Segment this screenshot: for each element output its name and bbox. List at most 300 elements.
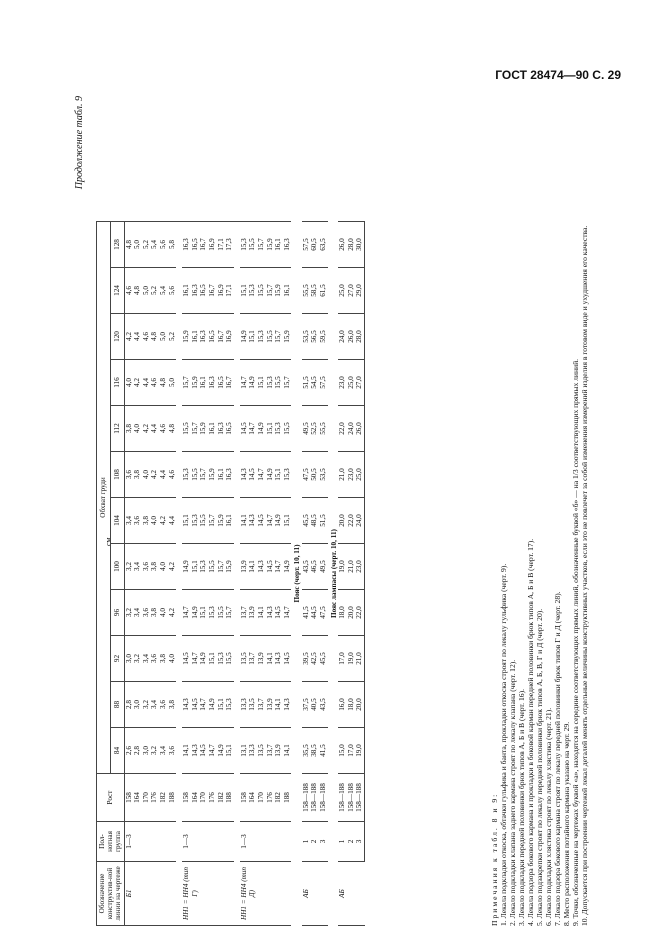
value-cell: 13,3 xyxy=(240,682,249,728)
line-code-cell: НН1 = НН4 (тип Г) xyxy=(182,862,234,926)
value-cell: 14,9 xyxy=(257,406,266,452)
value-cell: 3,8 xyxy=(142,498,151,544)
value-cell: 15,1 xyxy=(240,268,249,314)
value-cell: 43,5 xyxy=(319,682,328,728)
standard-number: ГОСТ 28474—90 С. 29 xyxy=(495,68,621,82)
table-row xyxy=(225,222,234,926)
rost-cell: 164 xyxy=(248,774,257,822)
value-cell: 15,9 xyxy=(266,222,275,268)
value-cell: 14,7 xyxy=(248,406,257,452)
value-cell: 15,3 xyxy=(283,452,292,498)
section-title-row xyxy=(291,222,302,926)
value-cell: 60,5 xyxy=(310,222,319,268)
value-cell: 15,1 xyxy=(248,314,257,360)
rost-cell: 164 xyxy=(191,774,200,822)
value-cell: 14,5 xyxy=(248,452,257,498)
rost-cell: 182 xyxy=(159,774,168,822)
value-cell: 2,8 xyxy=(124,682,133,728)
value-cell: 14,5 xyxy=(182,636,191,682)
value-cell: 47,5 xyxy=(302,452,311,498)
value-cell: 4,4 xyxy=(150,406,159,452)
value-cell: 16,5 xyxy=(191,222,200,268)
value-cell: 14,7 xyxy=(208,728,217,774)
table-row xyxy=(248,222,257,926)
value-cell: 14,9 xyxy=(208,682,217,728)
value-cell: 14,7 xyxy=(191,636,200,682)
value-cell: 20,0 xyxy=(355,682,364,728)
value-cell: 16,5 xyxy=(199,268,208,314)
value-cell: 3,0 xyxy=(142,728,151,774)
value-cell: 15,5 xyxy=(199,498,208,544)
table-row xyxy=(124,222,133,926)
value-cell: 3,4 xyxy=(133,590,142,636)
value-cell: 14,1 xyxy=(266,636,275,682)
value-cell: 4,0 xyxy=(133,406,142,452)
value-cell: 3,4 xyxy=(150,682,159,728)
table-row xyxy=(168,222,177,926)
value-cell: 56,5 xyxy=(310,314,319,360)
value-cell: 25,0 xyxy=(355,452,364,498)
header-chest-girth: Обхват груди xyxy=(97,222,111,774)
rost-cell: 158—188 xyxy=(355,774,364,822)
value-cell: 14,7 xyxy=(257,452,266,498)
value-cell: 3,2 xyxy=(124,590,133,636)
value-cell: 15,9 xyxy=(208,452,217,498)
value-cell: 15,7 xyxy=(199,452,208,498)
value-cell: 16,9 xyxy=(208,222,217,268)
value-cell: 15,9 xyxy=(283,314,292,360)
note-item: 8. Место расположения потайного кармана указано на черт. 29. xyxy=(562,721,571,926)
value-cell: 16,3 xyxy=(199,314,208,360)
value-cell: 16,7 xyxy=(217,314,226,360)
value-cell: 54,5 xyxy=(310,360,319,406)
value-cell: 15,5 xyxy=(182,406,191,452)
value-cell: 15,1 xyxy=(283,498,292,544)
value-cell: 15,3 xyxy=(248,268,257,314)
value-cell: 48,5 xyxy=(310,498,319,544)
value-cell: 15,5 xyxy=(225,636,234,682)
value-cell: 4,0 xyxy=(124,360,133,406)
value-cell: 4,0 xyxy=(168,636,177,682)
value-cell: 14,3 xyxy=(274,636,283,682)
value-cell: 14,9 xyxy=(191,590,200,636)
value-cell: 3,8 xyxy=(150,544,159,590)
value-cell: 14,3 xyxy=(283,682,292,728)
data-table xyxy=(96,221,365,926)
value-cell: 16,1 xyxy=(217,452,226,498)
value-cell: 22,0 xyxy=(355,590,364,636)
table-row xyxy=(310,222,319,926)
note-item: 5. Лекало подзакрепки строят по лекалу передней половинки брюк типов А, Б, В, Г и Д (черт. 20). xyxy=(535,608,544,926)
value-cell: 14,7 xyxy=(182,590,191,636)
value-cell: 49,5 xyxy=(319,544,328,590)
table-row xyxy=(274,222,283,926)
value-cell: 3,6 xyxy=(168,728,177,774)
value-cell: 14,5 xyxy=(199,728,208,774)
value-cell: 45,5 xyxy=(319,636,328,682)
header-size: 116 xyxy=(110,360,124,406)
value-cell: 16,1 xyxy=(191,314,200,360)
value-cell: 15,5 xyxy=(191,452,200,498)
unit-label: см xyxy=(104,537,113,546)
value-cell: 16,9 xyxy=(225,314,234,360)
rost-cell: 176 xyxy=(208,774,217,822)
group-cell: 2 xyxy=(347,822,356,862)
value-cell: 14,1 xyxy=(257,590,266,636)
table-header xyxy=(97,222,125,926)
value-cell: 5,6 xyxy=(159,222,168,268)
value-cell: 4,8 xyxy=(159,360,168,406)
notes-block xyxy=(490,90,589,926)
value-cell: 14,5 xyxy=(240,406,249,452)
value-cell: 4,6 xyxy=(168,452,177,498)
value-cell: 50,5 xyxy=(310,452,319,498)
rost-cell: 188 xyxy=(283,774,292,822)
value-cell: 15,1 xyxy=(208,636,217,682)
value-cell: 5,6 xyxy=(168,268,177,314)
value-cell: 42,5 xyxy=(310,636,319,682)
value-cell: 4,2 xyxy=(142,406,151,452)
value-cell: 3,0 xyxy=(124,636,133,682)
value-cell: 24,0 xyxy=(347,406,356,452)
table-continuation-label: Продолжение табл. 9 xyxy=(74,96,85,190)
value-cell: 15,9 xyxy=(182,314,191,360)
value-cell: 16,1 xyxy=(208,406,217,452)
rost-cell: 158—188 xyxy=(302,774,311,822)
value-cell: 24,0 xyxy=(355,498,364,544)
header-line-code: Обозначение конструктив-ной линии на чертеже xyxy=(97,862,125,926)
rost-cell: 158—188 xyxy=(347,774,356,822)
value-cell: 14,9 xyxy=(182,544,191,590)
value-cell: 21,0 xyxy=(355,636,364,682)
header-size: 120 xyxy=(110,314,124,360)
value-cell: 15,9 xyxy=(199,406,208,452)
note-item: 1. Лекала подкладки откоска, обтачки гульфика и банта, прокладки откоска строят по лекалу гульфика (черт. 9). xyxy=(499,563,508,926)
value-cell: 15,9 xyxy=(217,498,226,544)
value-cell: 37,5 xyxy=(302,682,311,728)
value-cell: 14,7 xyxy=(274,544,283,590)
table-row xyxy=(159,222,168,926)
value-cell: 3,6 xyxy=(142,544,151,590)
value-cell: 15,5 xyxy=(248,222,257,268)
value-cell: 14,1 xyxy=(274,682,283,728)
table-row xyxy=(347,222,356,926)
value-cell: 16,3 xyxy=(182,222,191,268)
value-cell: 15,7 xyxy=(225,590,234,636)
value-cell: 14,3 xyxy=(257,544,266,590)
value-cell: 2,6 xyxy=(124,728,133,774)
header-size: 108 xyxy=(110,452,124,498)
note-item: 6. Лекало подкладки хлястика строят по лекалу хлястика (черт. 21). xyxy=(544,707,553,926)
rost-cell: 158—188 xyxy=(338,774,347,822)
value-cell: 4,2 xyxy=(168,590,177,636)
value-cell: 27,0 xyxy=(355,360,364,406)
value-cell: 13,9 xyxy=(274,728,283,774)
line-code-cell: Б1 xyxy=(124,862,176,926)
value-cell: 51,5 xyxy=(319,498,328,544)
value-cell: 40,5 xyxy=(310,682,319,728)
value-cell: 57,5 xyxy=(302,222,311,268)
value-cell: 14,9 xyxy=(283,544,292,590)
section-title: Пояс (черт. 10, 11) xyxy=(293,544,302,603)
value-cell: 45,5 xyxy=(302,498,311,544)
table-row xyxy=(133,222,142,926)
header-size: 100 xyxy=(110,544,124,590)
value-cell: 4,2 xyxy=(133,360,142,406)
value-cell: 4,6 xyxy=(159,406,168,452)
value-cell: 23,0 xyxy=(355,544,364,590)
value-cell: 15,3 xyxy=(266,360,275,406)
header-size: 112 xyxy=(110,406,124,452)
table-row xyxy=(191,222,200,926)
value-cell: 15,1 xyxy=(182,498,191,544)
value-cell: 15,3 xyxy=(257,314,266,360)
value-cell: 39,5 xyxy=(302,636,311,682)
value-cell: 3,6 xyxy=(142,590,151,636)
value-cell: 23,0 xyxy=(338,360,347,406)
value-cell: 41,5 xyxy=(302,590,311,636)
value-cell: 41,5 xyxy=(319,728,328,774)
value-cell: 14,3 xyxy=(191,728,200,774)
value-cell: 55,5 xyxy=(319,406,328,452)
value-cell: 13,3 xyxy=(248,728,257,774)
rost-cell: 188 xyxy=(225,774,234,822)
value-cell: 20,0 xyxy=(347,590,356,636)
table-row xyxy=(257,222,266,926)
header-size: 124 xyxy=(110,268,124,314)
rost-cell: 158 xyxy=(182,774,191,822)
table-row xyxy=(302,222,311,926)
value-cell: 16,5 xyxy=(217,360,226,406)
value-cell: 14,3 xyxy=(266,590,275,636)
value-cell: 3,2 xyxy=(133,636,142,682)
value-cell: 14,1 xyxy=(248,544,257,590)
value-cell: 15,0 xyxy=(338,728,347,774)
header-size: 88 xyxy=(110,682,124,728)
value-cell: 16,7 xyxy=(199,222,208,268)
value-cell: 13,7 xyxy=(266,728,275,774)
value-cell: 3,4 xyxy=(124,498,133,544)
value-cell: 4,8 xyxy=(150,314,159,360)
value-cell: 15,1 xyxy=(217,682,226,728)
value-cell: 3,8 xyxy=(159,636,168,682)
value-cell: 14,3 xyxy=(240,452,249,498)
value-cell: 4,8 xyxy=(168,406,177,452)
value-cell: 3,8 xyxy=(124,406,133,452)
value-cell: 26,0 xyxy=(338,222,347,268)
value-cell: 13,7 xyxy=(240,590,249,636)
value-cell: 28,0 xyxy=(347,222,356,268)
value-cell: 15,1 xyxy=(225,728,234,774)
value-cell: 15,1 xyxy=(274,452,283,498)
group-cell: 1 xyxy=(302,822,311,862)
header-group: Пол-нотная группа xyxy=(97,822,125,862)
table-row xyxy=(150,222,159,926)
rost-cell: 158—188 xyxy=(310,774,319,822)
value-cell: 4,4 xyxy=(133,314,142,360)
group-cell: 1—3 xyxy=(124,822,176,862)
value-cell: 19,0 xyxy=(355,728,364,774)
value-cell: 16,3 xyxy=(191,268,200,314)
value-cell: 3,0 xyxy=(133,682,142,728)
value-cell: 3,4 xyxy=(142,636,151,682)
value-cell: 16,1 xyxy=(225,498,234,544)
rost-cell: 170 xyxy=(257,774,266,822)
value-cell: 15,7 xyxy=(191,406,200,452)
rost-cell: 182 xyxy=(274,774,283,822)
value-cell: 4,6 xyxy=(124,268,133,314)
rost-cell: 170 xyxy=(142,774,151,822)
value-cell: 5,2 xyxy=(142,222,151,268)
value-cell: 59,5 xyxy=(319,314,328,360)
value-cell: 15,1 xyxy=(191,544,200,590)
value-cell: 13,9 xyxy=(266,682,275,728)
value-cell: 17,3 xyxy=(225,222,234,268)
value-cell: 17,1 xyxy=(225,268,234,314)
value-cell: 14,1 xyxy=(240,498,249,544)
value-cell: 4,2 xyxy=(150,452,159,498)
value-cell: 18,0 xyxy=(347,682,356,728)
value-cell: 5,0 xyxy=(142,268,151,314)
table-row xyxy=(355,222,364,926)
value-cell: 15,3 xyxy=(199,544,208,590)
value-cell: 15,5 xyxy=(208,544,217,590)
value-cell: 15,7 xyxy=(217,544,226,590)
value-cell: 15,3 xyxy=(208,590,217,636)
value-cell: 15,3 xyxy=(240,222,249,268)
value-cell: 47,5 xyxy=(319,590,328,636)
value-cell: 15,5 xyxy=(257,268,266,314)
table-row xyxy=(208,222,217,926)
table-row xyxy=(283,222,292,926)
value-cell: 5,4 xyxy=(150,222,159,268)
value-cell: 14,9 xyxy=(274,498,283,544)
value-cell: 13,7 xyxy=(248,636,257,682)
value-cell: 63,5 xyxy=(319,222,328,268)
table-row xyxy=(217,222,226,926)
group-cell: 1—3 xyxy=(240,822,292,862)
value-cell: 30,0 xyxy=(355,222,364,268)
value-cell: 3,6 xyxy=(150,636,159,682)
value-cell: 14,1 xyxy=(182,728,191,774)
value-cell: 23,0 xyxy=(347,452,356,498)
value-cell: 3,8 xyxy=(168,682,177,728)
value-cell: 25,0 xyxy=(347,360,356,406)
group-cell: 3 xyxy=(319,822,328,862)
value-cell: 4,8 xyxy=(133,268,142,314)
value-cell: 16,7 xyxy=(225,360,234,406)
value-cell: 55,5 xyxy=(302,268,311,314)
value-cell: 3,4 xyxy=(133,544,142,590)
value-cell: 14,5 xyxy=(191,682,200,728)
value-cell: 14,9 xyxy=(217,728,226,774)
value-cell: 3,6 xyxy=(159,682,168,728)
rost-cell: 164 xyxy=(133,774,142,822)
value-cell: 4,2 xyxy=(168,544,177,590)
header-size: 128 xyxy=(110,222,124,268)
value-cell: 14,9 xyxy=(199,636,208,682)
table-row xyxy=(338,222,347,926)
value-cell: 2,8 xyxy=(133,728,142,774)
value-cell: 4,0 xyxy=(142,452,151,498)
header-size: 96 xyxy=(110,590,124,636)
group-cell: 1 xyxy=(338,822,347,862)
value-cell: 21,0 xyxy=(338,452,347,498)
value-cell: 15,1 xyxy=(257,360,266,406)
value-cell: 19,0 xyxy=(338,544,347,590)
header-size: 104 xyxy=(110,498,124,544)
table-row xyxy=(199,222,208,926)
rost-cell: 182 xyxy=(217,774,226,822)
group-cell: 1—3 xyxy=(182,822,234,862)
value-cell: 53,5 xyxy=(302,314,311,360)
header-size: 84 xyxy=(110,728,124,774)
value-cell: 14,7 xyxy=(283,590,292,636)
value-cell: 22,0 xyxy=(338,406,347,452)
value-cell: 25,0 xyxy=(338,268,347,314)
value-cell: 5,4 xyxy=(159,268,168,314)
value-cell: 19,0 xyxy=(347,636,356,682)
value-cell: 15,3 xyxy=(217,636,226,682)
note-item: 10. Допускается при построении чертежей лекал деталей менять отдельные величины конструктивных участков, если это не повлечет за собой изменения измерений изделия в готовом виде и ухудшения его качества. xyxy=(580,225,589,926)
note-item: 3. Лекало подкладки передней половинки брюк типов А, Б и В (черт. 16). xyxy=(517,689,526,926)
table-body xyxy=(124,222,364,926)
rost-cell: 158 xyxy=(124,774,133,822)
value-cell: 3,2 xyxy=(124,544,133,590)
value-cell: 15,3 xyxy=(225,682,234,728)
value-cell: 4,6 xyxy=(150,360,159,406)
rost-cell: 158 xyxy=(240,774,249,822)
line-code-cell: АБ xyxy=(302,862,328,926)
value-cell: 16,3 xyxy=(217,406,226,452)
value-cell: 13,5 xyxy=(240,636,249,682)
value-cell: 16,7 xyxy=(208,268,217,314)
value-cell: 14,5 xyxy=(283,636,292,682)
value-cell: 44,5 xyxy=(310,590,319,636)
value-cell: 26,0 xyxy=(347,314,356,360)
value-cell: 13,9 xyxy=(240,544,249,590)
value-cell: 14,9 xyxy=(248,360,257,406)
value-cell: 51,5 xyxy=(302,360,311,406)
value-cell: 3,6 xyxy=(124,452,133,498)
group-cell: 2 xyxy=(310,822,319,862)
value-cell: 4,0 xyxy=(159,544,168,590)
value-cell: 15,3 xyxy=(191,498,200,544)
value-cell: 52,5 xyxy=(310,406,319,452)
value-cell: 4,0 xyxy=(159,590,168,636)
value-cell: 3,6 xyxy=(133,498,142,544)
value-cell: 15,5 xyxy=(283,406,292,452)
value-cell: 24,0 xyxy=(338,314,347,360)
value-cell: 14,5 xyxy=(257,498,266,544)
value-cell: 14,3 xyxy=(248,498,257,544)
value-cell: 13,9 xyxy=(248,590,257,636)
value-cell: 35,5 xyxy=(302,728,311,774)
value-cell: 5,0 xyxy=(159,314,168,360)
value-cell: 38,5 xyxy=(310,728,319,774)
value-cell: 16,9 xyxy=(217,268,226,314)
rost-cell: 176 xyxy=(150,774,159,822)
section-title: Пояс лампасы (черт. 10, 11) xyxy=(329,529,338,618)
value-cell: 43,5 xyxy=(302,544,311,590)
value-cell: 14,9 xyxy=(240,314,249,360)
value-cell: 15,7 xyxy=(208,498,217,544)
value-cell: 27,0 xyxy=(347,268,356,314)
line-code-cell: АБ xyxy=(338,862,364,926)
value-cell: 14,7 xyxy=(266,498,275,544)
value-cell: 15,7 xyxy=(283,360,292,406)
value-cell: 16,3 xyxy=(283,222,292,268)
